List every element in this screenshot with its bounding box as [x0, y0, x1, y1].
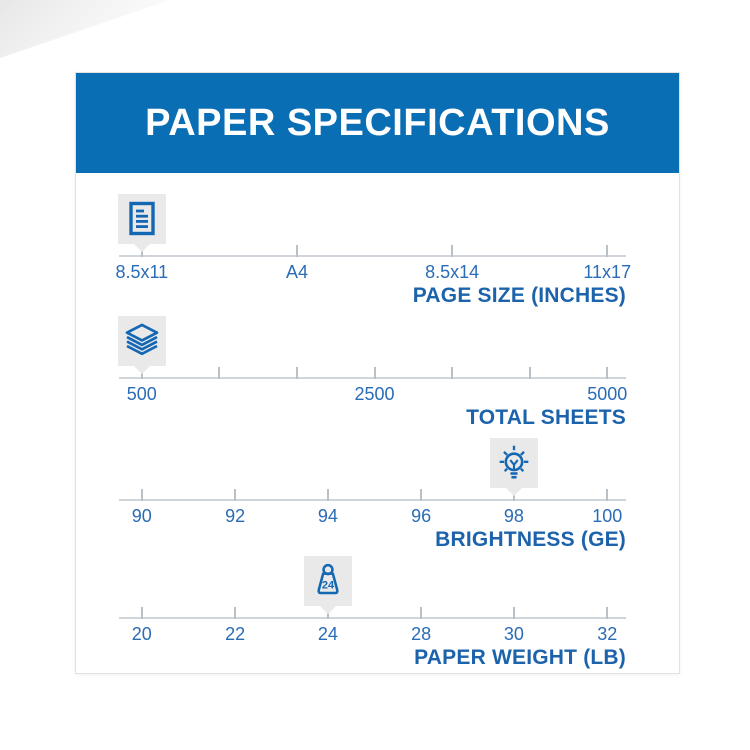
document-icon [124, 201, 160, 237]
tick-label: 20 [131, 624, 152, 644]
tick-label: 30 [503, 624, 524, 644]
tick-label: 98 [503, 506, 524, 526]
paper-stack-icon [122, 321, 162, 361]
tick-mark [296, 367, 298, 379]
tick-label: 24 [317, 624, 338, 644]
tick-mark [234, 607, 236, 619]
tick-mark [606, 367, 608, 379]
marker-pointer [134, 244, 150, 252]
tick-label: 22 [225, 624, 246, 644]
scale-track [119, 617, 626, 619]
corner-shadow [0, 0, 170, 58]
tick-label: 96 [411, 506, 432, 526]
tick-mark [606, 245, 608, 257]
selected-value-marker [490, 438, 538, 496]
marker-box [118, 316, 166, 366]
svg-text:24: 24 [321, 579, 335, 592]
tick-label: 94 [317, 506, 338, 526]
tick-mark [327, 489, 329, 501]
tick-label: A4 [285, 262, 308, 282]
tick-mark [451, 367, 453, 379]
tick-mark [513, 607, 515, 619]
axis-title-brightness: BRIGHTNESS (GE) [435, 528, 626, 551]
tick-mark [218, 367, 220, 379]
tick-mark [141, 489, 143, 501]
lightbulb-icon [493, 442, 535, 484]
tick-mark [141, 607, 143, 619]
selected-value-marker [118, 194, 166, 252]
tick-label: 90 [131, 506, 152, 526]
tick-mark [420, 607, 422, 619]
tick-label: 500 [126, 384, 157, 404]
scale-track [119, 377, 626, 379]
marker-box [490, 438, 538, 488]
tick-label: 2500 [354, 384, 395, 404]
marker-pointer [506, 488, 522, 496]
marker-pointer [134, 366, 150, 374]
page-title: PAPER SPECIFICATIONS [145, 101, 610, 144]
tick-mark [420, 489, 422, 501]
axis-title-paper-weight: PAPER WEIGHT (LB) [414, 646, 626, 669]
tick-label: 8.5x11 [115, 262, 169, 282]
marker-pointer [320, 606, 336, 614]
tick-label: 8.5x14 [425, 262, 480, 282]
tick-mark [529, 367, 531, 379]
paper-specifications-card [75, 72, 680, 674]
scale-track [119, 499, 626, 501]
axis-title-page-size: PAGE SIZE (INCHES) [412, 284, 626, 307]
weight-icon [309, 562, 347, 600]
tick-label: 5000 [587, 384, 628, 404]
axis-title-total-sheets: TOTAL SHEETS [466, 406, 626, 429]
tick-label: 32 [597, 624, 618, 644]
scale-track [119, 255, 626, 257]
tick-mark [606, 607, 608, 619]
tick-mark [296, 245, 298, 257]
selected-value-marker [118, 316, 166, 374]
tick-mark [234, 489, 236, 501]
tick-label: 28 [411, 624, 432, 644]
marker-box [118, 194, 166, 244]
tick-mark [374, 367, 376, 379]
selected-value-marker [304, 556, 352, 614]
spec-scales [76, 73, 679, 673]
marker-box [304, 556, 352, 606]
tick-label: 100 [592, 506, 623, 526]
tick-label: 92 [225, 506, 246, 526]
tick-label: 11x17 [583, 262, 632, 282]
tick-mark [451, 245, 453, 257]
tick-mark [606, 489, 608, 501]
